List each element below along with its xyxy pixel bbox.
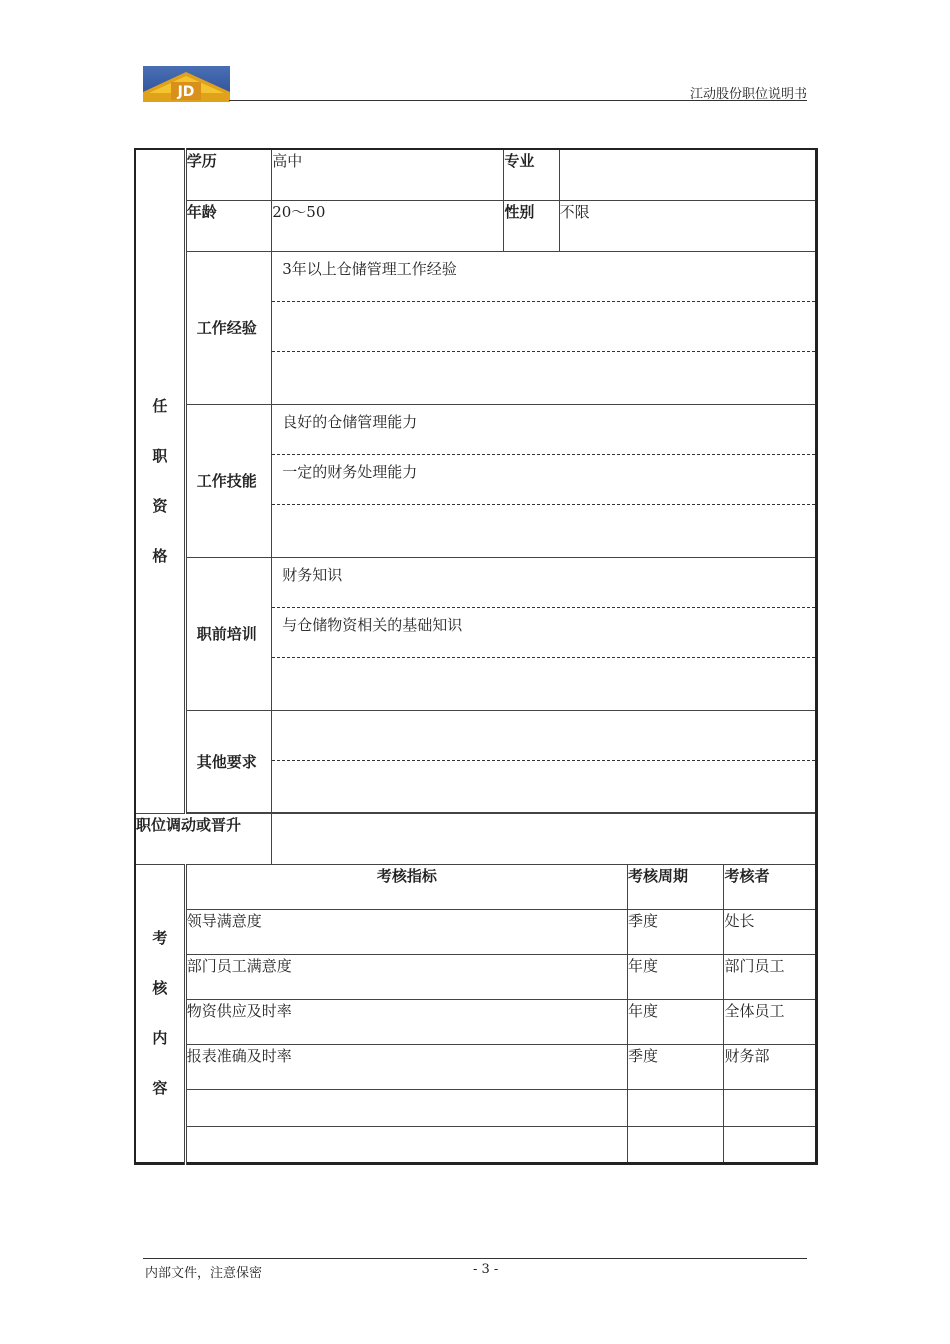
training-line: 财务知识 — [272, 558, 815, 608]
training-lines — [272, 557, 817, 710]
skills-label: 工作技能 — [185, 404, 271, 557]
assessor-header: 考核者 — [724, 864, 817, 909]
major-label: 专业 — [504, 149, 559, 200]
indicator-header: 考核指标 — [185, 864, 627, 909]
table-row — [135, 999, 817, 1044]
period-cell — [627, 1126, 723, 1163]
qualification-section-label: 任 职 资 格 — [135, 149, 185, 813]
assessor-cell — [724, 1089, 817, 1126]
table-row — [135, 1089, 817, 1126]
indicator-cell: 领导满意度 — [185, 909, 627, 954]
training-line: 与仓储物资相关的基础知识 — [272, 608, 815, 658]
period-header: 考核周期 — [627, 864, 723, 909]
other-lines — [272, 710, 817, 812]
skills-lines — [272, 404, 817, 557]
transfer-value — [272, 813, 817, 864]
company-logo — [143, 66, 230, 102]
education-label: 学历 — [185, 149, 271, 200]
age-value: 20～50 — [272, 200, 504, 251]
other-line — [272, 761, 815, 812]
gender-value: 不限 — [559, 200, 816, 251]
experience-line — [272, 302, 815, 352]
indicator-cell: 报表准确及时率 — [185, 1044, 627, 1089]
assessor-cell: 财务部 — [724, 1044, 817, 1089]
header-title: 江动股份职位说明书 — [689, 87, 807, 102]
period-cell: 季度 — [627, 1044, 723, 1089]
skills-line: 良好的仓储管理能力 — [272, 405, 815, 455]
other-label: 其他要求 — [185, 710, 271, 812]
skills-line: 一定的财务处理能力 — [272, 455, 815, 505]
experience-label: 工作经验 — [185, 251, 271, 404]
table-row — [135, 909, 817, 954]
table-row — [135, 954, 817, 999]
transfer-label: 职位调动或晋升 — [135, 813, 272, 864]
other-line — [272, 711, 815, 761]
skills-line — [272, 505, 815, 556]
indicator-cell: 物资供应及时率 — [185, 999, 627, 1044]
footer-confidential: 内部文件，注意保密 — [145, 1266, 263, 1281]
major-value — [559, 149, 816, 200]
period-cell: 年度 — [627, 999, 723, 1044]
experience-lines — [272, 251, 817, 404]
indicator-cell — [185, 1089, 627, 1126]
training-label: 职前培训 — [185, 557, 271, 710]
period-cell — [627, 1089, 723, 1126]
assessor-cell: 处长 — [724, 909, 817, 954]
header-divider — [229, 100, 807, 101]
footer-divider — [143, 1258, 807, 1259]
education-value: 高中 — [272, 149, 504, 200]
gender-label: 性别 — [504, 200, 559, 251]
page-header — [143, 66, 807, 102]
assessor-cell — [724, 1126, 817, 1163]
job-description-table — [134, 148, 818, 1165]
footer-page-number: - 3 - — [473, 1262, 499, 1277]
assessor-cell: 部门员工 — [724, 954, 817, 999]
experience-line — [272, 352, 815, 403]
logo-text: JD — [177, 84, 195, 100]
assessment-section-label: 考 核 内 容 — [135, 864, 185, 1163]
period-cell: 季度 — [627, 909, 723, 954]
assessor-cell: 全体员工 — [724, 999, 817, 1044]
period-cell: 年度 — [627, 954, 723, 999]
table-row — [135, 1126, 817, 1163]
indicator-cell: 部门员工满意度 — [185, 954, 627, 999]
indicator-cell — [185, 1126, 627, 1163]
experience-line: 3年以上仓储管理工作经验 — [272, 252, 815, 302]
age-label: 年龄 — [185, 200, 271, 251]
training-line — [272, 658, 815, 709]
table-row — [135, 1044, 817, 1089]
